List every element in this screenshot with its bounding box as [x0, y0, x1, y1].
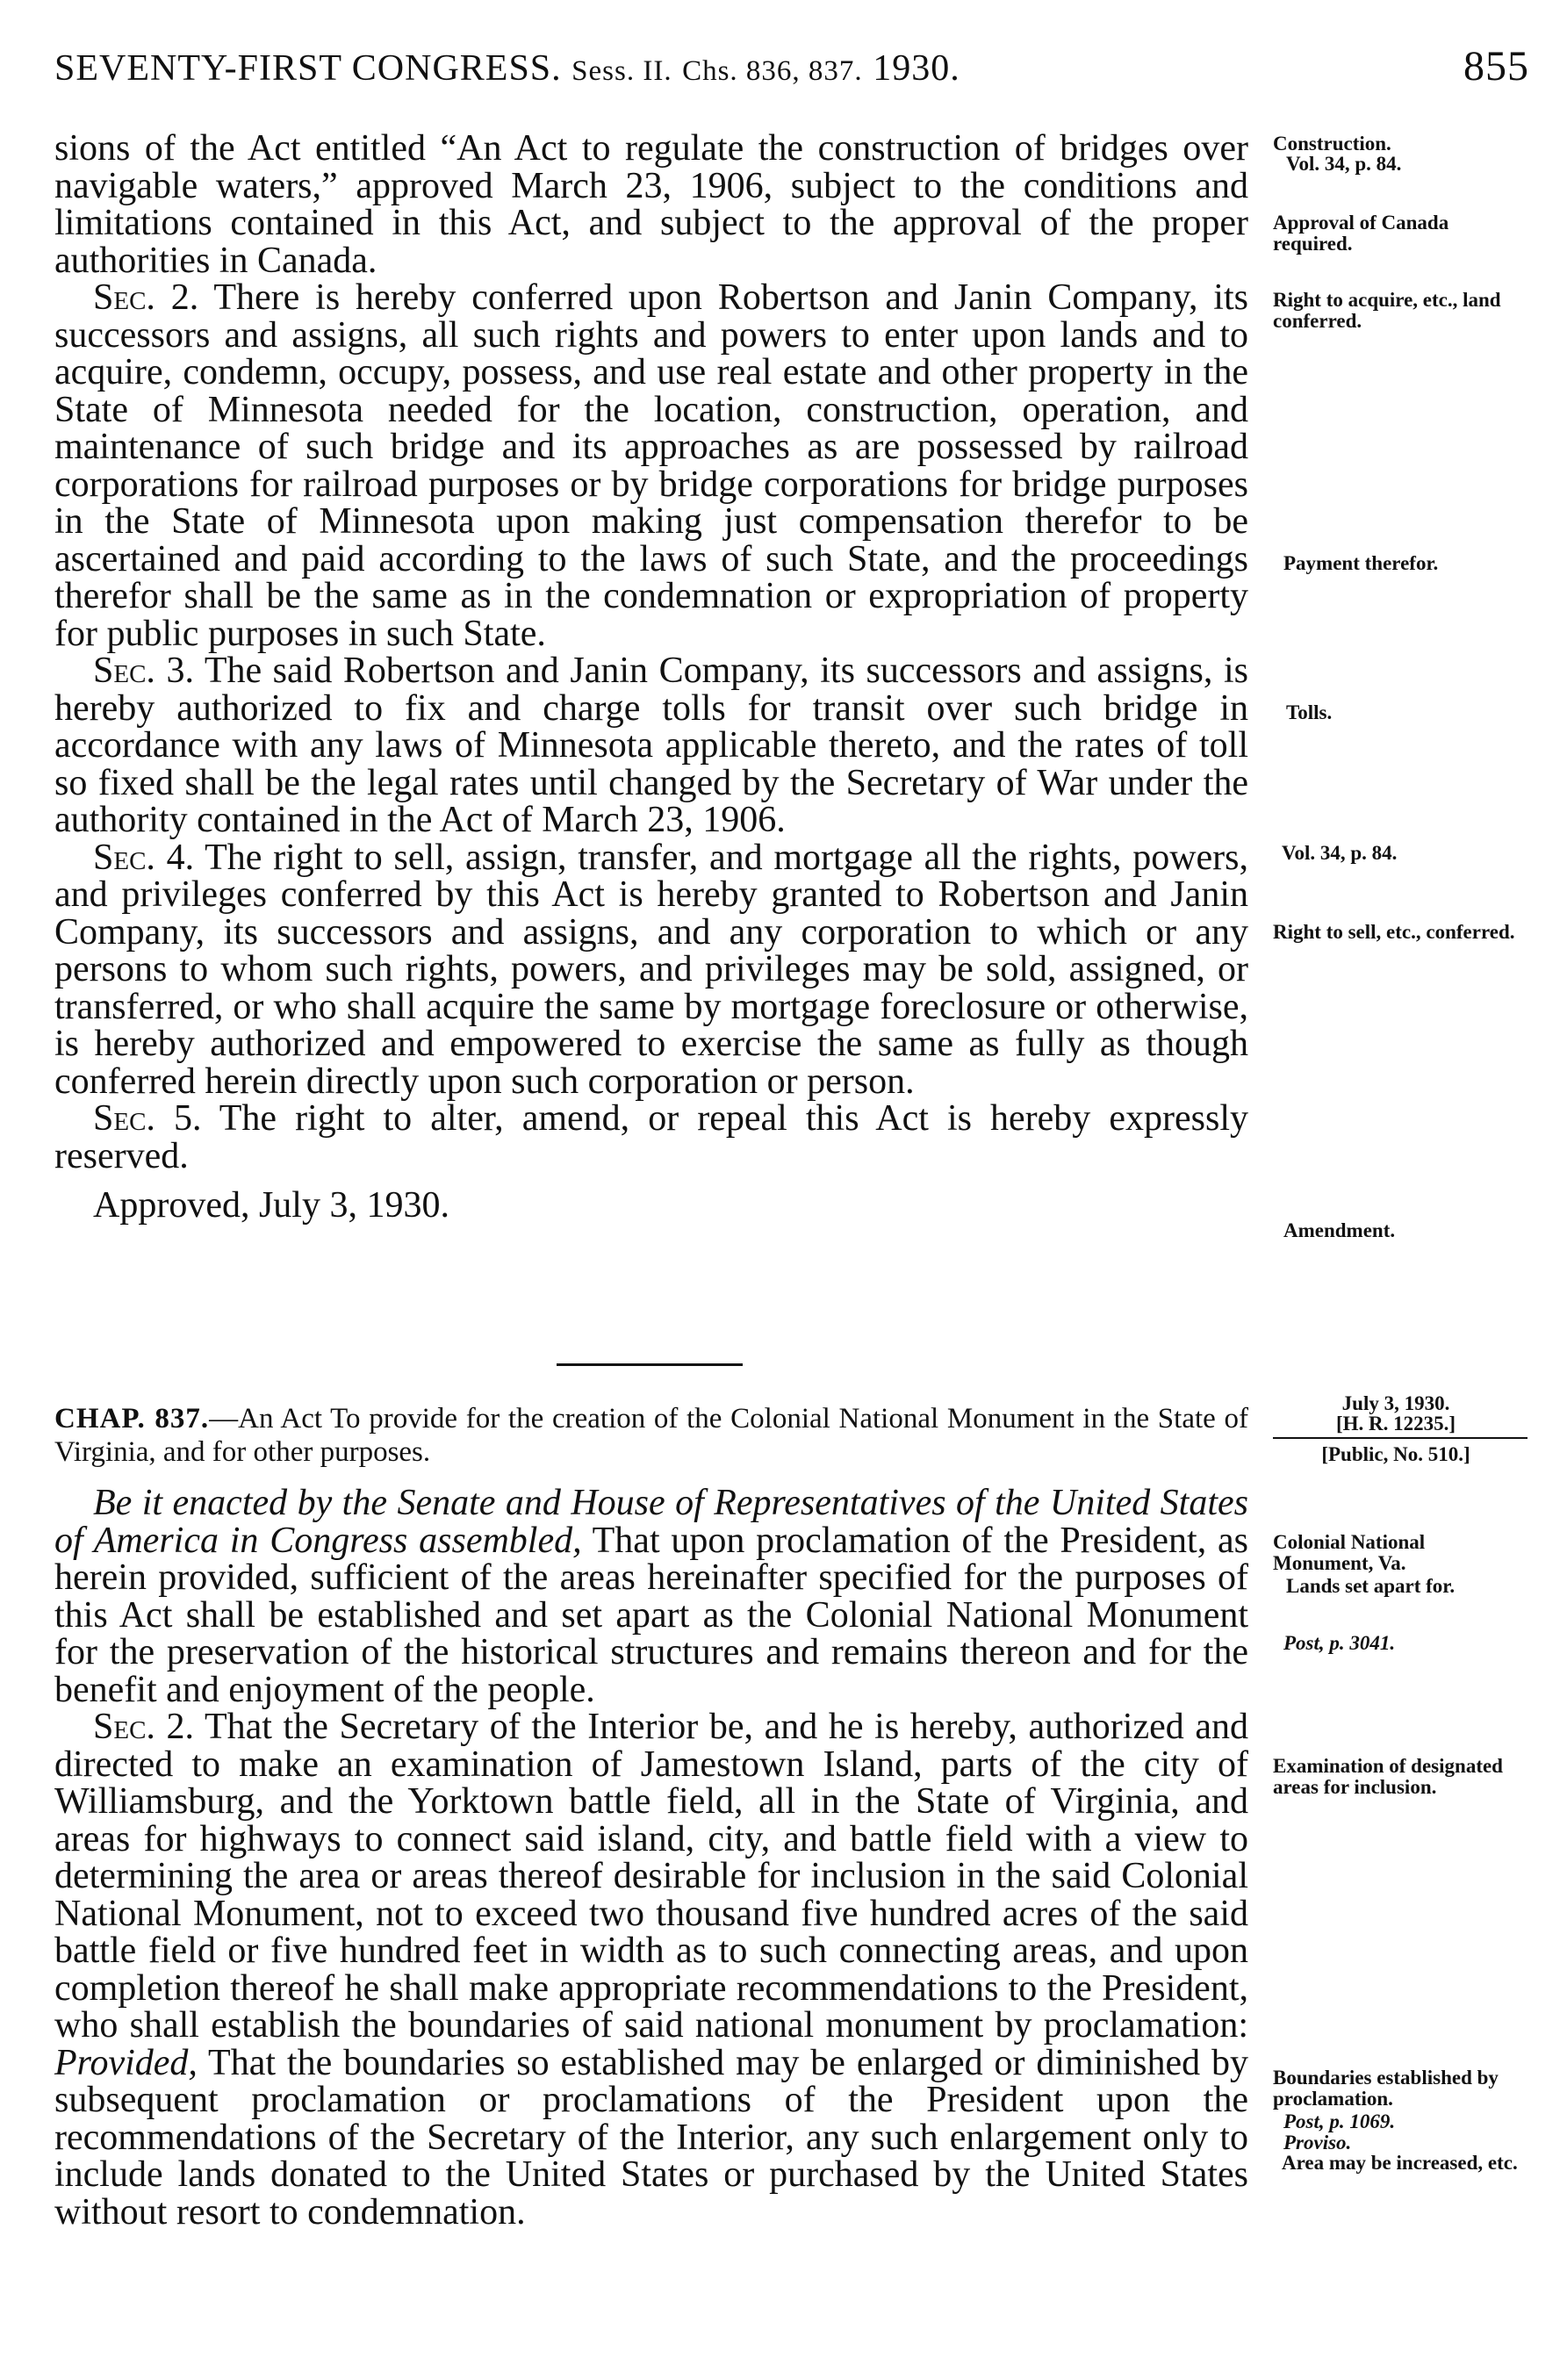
- margin-note-lands: Lands set apart for.: [1286, 1575, 1456, 1597]
- margin-note-area-increased: Area may be increased, etc.: [1282, 2152, 1518, 2174]
- margin-note-public-law: [Public, No. 510.]: [1321, 1443, 1470, 1465]
- margin-note-amendment: Amendment.: [1283, 1219, 1396, 1241]
- page-header: [54, 42, 1529, 95]
- header-congress: SEVENTY-FIRST CONGRESS.: [54, 48, 562, 89]
- chap837-section-2: [54, 1708, 1248, 2231]
- margin-note-date: July 3, 1930.: [1341, 1392, 1450, 1414]
- section-label: Sec. 5.: [93, 1098, 202, 1139]
- section-text-proviso: That the boundaries so established may be enlarged or diminished by subsequent proclamation or proclamations of the President upon the recommendations of the Secretary of the Interior, any such enlargement only to include lands donated to the United States or purchased by the United States without resort to condemnation.: [54, 2042, 1248, 2233]
- header-chapters: Chs. 836, 837.: [682, 55, 863, 87]
- margin-note-vol34-b: Vol. 34, p. 84.: [1282, 842, 1398, 864]
- chap836-section-3: [54, 652, 1248, 839]
- section-text: The right to alter, amend, or repeal this Act is hereby expressly reserved.: [54, 1098, 1248, 1176]
- section-label: Sec. 2.: [93, 277, 199, 318]
- margin-note-right-sell: Right to sell, etc., conferred.: [1273, 921, 1515, 943]
- chap837-enacting-paragraph: [54, 1485, 1248, 1708]
- margin-note-post-3041: Post, p. 3041.: [1283, 1632, 1396, 1654]
- chapter-separator: [557, 1363, 743, 1366]
- approval-date: Approved, July 3, 1930.: [93, 1185, 449, 1226]
- enacting-clause: Be it enacted by the Senate and House of Representatives of the United States of America in Congress assembled,: [54, 1483, 1248, 1561]
- chap836-text: [54, 130, 1248, 1225]
- header-citation: [54, 47, 960, 90]
- margin-note-post-1069: Post, p. 1069.: [1283, 2110, 1396, 2132]
- chap837-heading: [54, 1402, 1248, 1469]
- proviso-word: Provided,: [54, 2042, 198, 2083]
- margin-note-approval-canada: Approval of Canada required.: [1273, 212, 1449, 255]
- section-label: Sec. 3.: [93, 651, 194, 691]
- page-number: 855: [1463, 43, 1529, 90]
- section-text: The said Robertson and Janin Company, its successors and assigns, is hereby authorized to fix and charge tolls for transit over such bridge in accordance with any laws of Minnesota applicable thereto, and the rates of toll so fixed shall be the legal rates until changed by the Secretary of War under the authority contained in the Act of March 23, 1906.: [54, 651, 1248, 840]
- section-text: That the Secretary of the Interior be, and he is hereby, authorized and directed to make an examination of Jamestown Island, parts of the city of Williamsburg, and the Yorktown battle field, all in the State of Virginia, and areas for highways to connect said island, city, and battle field with a view to determining the area or areas thereof desirable for inclusion in the said Colonial National Monument, not to exceed two thousand five hundred acres of the said battle field or five hundred feet in width as to such connecting areas, and upon completion thereof he shall make appropriate recommendations to the President, who shall establish the boundaries of said national monument by proclamation:: [54, 1707, 1249, 2046]
- enacting-text: That upon proclamation of the President, as herein provided, sufficient of the areas hereinafter specified for the purposes of this Act shall be established and set apart as the Colonial National Monument for the preservation of the historical structures and remains thereon and for the benefit and enjoyment of the people.: [54, 1520, 1248, 1710]
- chapter-label: CHAP. 837.: [54, 1403, 210, 1434]
- chap836-paragraph-1: sions of the Act entitled “An Act to regulate the construction of bridges over navigable waters,” approved March 23, 1906, subject to the conditions and limitations contained in this Act, and subject to the approval of the proper authorities in Canada.: [54, 128, 1248, 281]
- margin-note-vol34: Vol. 34, p. 84.: [1286, 153, 1402, 175]
- margin-note-colonial: Colonial National Monument, Va.: [1273, 1531, 1426, 1574]
- section-text: The right to sell, assign, transfer, and mortgage all the rights, powers, and privileges conferred by this Act is hereby granted to Robertson and Janin Company, its successors and assigns, and any corporation to which or any persons to whom such rights, powers, and privileges may be sold, assigned, or transferred, or who shall acquire the same by mortgage foreclosure or otherwise, is hereby authorized and empowered to exercise the same as fully as though conferred herein directly upon such corporation or person.: [54, 837, 1248, 1102]
- chapter-title: —An Act To provide for the creation of the Colonial National Monument in the State of Virginia, and for other purposes.: [54, 1403, 1248, 1468]
- header-year: 1930.: [873, 48, 960, 89]
- margin-note-tolls: Tolls.: [1286, 701, 1333, 723]
- section-label: Sec. 2.: [93, 1707, 195, 1747]
- margin-note-right-acquire: Right to acquire, etc., land conferred.: [1273, 289, 1501, 332]
- header-session: Sess. II.: [571, 55, 672, 87]
- margin-note-payment: Payment therefor.: [1283, 552, 1439, 574]
- margin-rule: [1273, 1437, 1527, 1439]
- margin-note-boundaries: Boundaries established by proclamation.: [1273, 2067, 1499, 2110]
- margin-note-examination: Examination of designated areas for inclusion.: [1273, 1755, 1503, 1798]
- margin-note-construction: Construction.: [1273, 133, 1391, 155]
- chap837-text: [54, 1485, 1248, 2231]
- chap836-section-5: [54, 1100, 1248, 1175]
- chap836-section-4: [54, 839, 1248, 1101]
- margin-note-proviso: Proviso.: [1283, 2132, 1352, 2154]
- chap836-section-2: [54, 279, 1248, 652]
- margin-note-bill-number: [H. R. 12235.]: [1335, 1413, 1456, 1434]
- section-text: There is hereby conferred upon Robertson and Janin Company, its successors and assigns, all such rights and powers to enter upon lands and to acquire, condemn, occupy, possess, and use real estate and other property in the State of Minnesota needed for the location, construction, operation, and maintenance of such bridge and its approaches as are possessed by railroad corporations for railroad purposes or by bridge corporations for bridge purposes in the State of Minnesota upon making just compensation therefor to be ascertained and paid according to the laws of such State, and the proceedings therefor shall be the same as in the condemnation or expropriation of property for public purposes in such State.: [54, 277, 1248, 654]
- section-label: Sec. 4.: [93, 837, 195, 878]
